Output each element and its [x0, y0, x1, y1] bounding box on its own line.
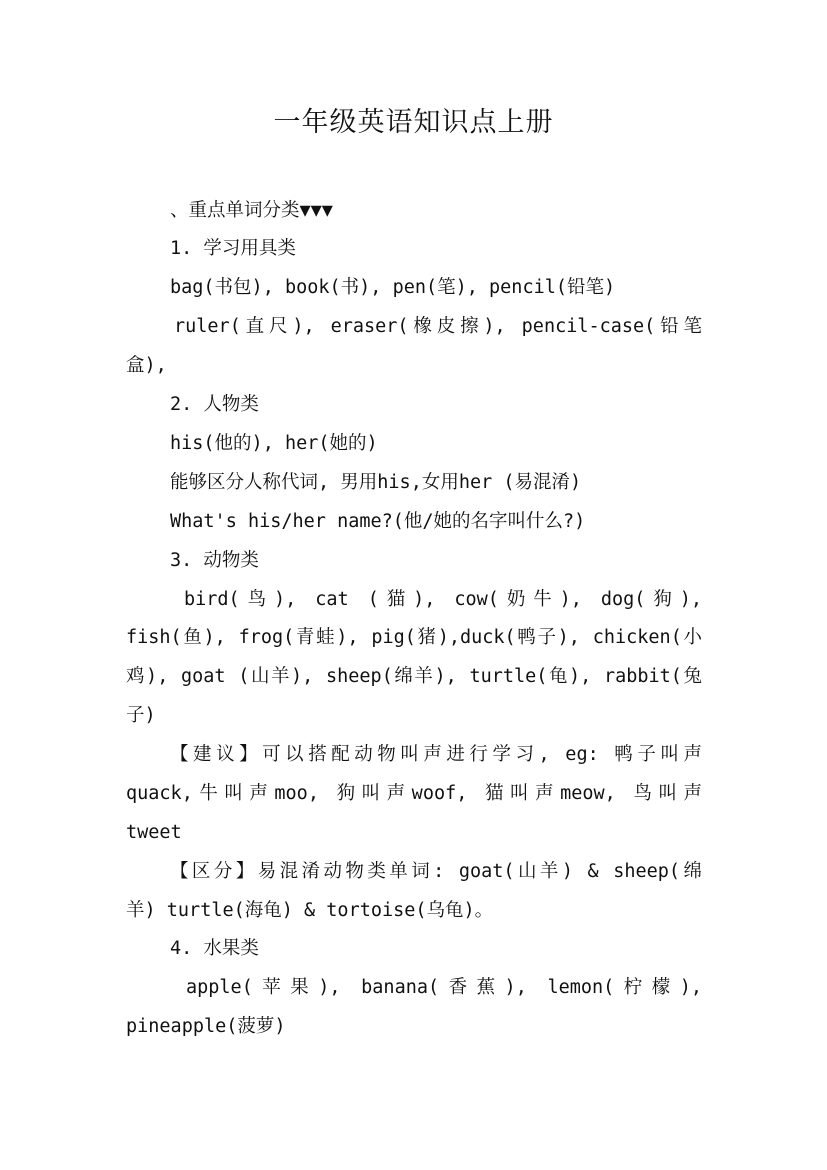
page-title: 一年级英语知识点上册 [273, 107, 554, 138]
stationery-line-1: bag(书包), book(书), pen(笔), pencil(铅笔) [170, 277, 616, 298]
category-heading-fruits: 4. 水果类 [170, 938, 259, 959]
distinguish-line-1: 【区分】易混淆动物类单词: goat(山羊) & sheep(绵 [170, 861, 702, 882]
fruits-line-1: apple(苹果), banana(香蕉), lemon(柠檬), [186, 977, 702, 998]
animals-line-1: bird(鸟), cat (猫), cow(奶牛), dog(狗), [184, 589, 702, 610]
people-line-3: What's his/her name?(他/她的名字叫什么?) [170, 511, 586, 532]
category-heading-people: 2. 人物类 [170, 394, 259, 415]
suggestion-line-3: tweet [126, 822, 182, 843]
suggestion-line-2: quack,牛叫声moo, 狗叫声woof, 猫叫声meow, 鸟叫声 [126, 783, 702, 804]
people-line-2: 能够区分人称代词, 男用his,女用her (易混淆) [170, 472, 582, 493]
distinguish-line-2: 羊) turtle(海龟) & tortoise(乌龟)。 [126, 900, 494, 921]
animals-line-4: 子) [126, 705, 156, 726]
stationery-line-3: 盒), [126, 355, 167, 376]
animals-line-3: 鸡), goat (山羊), sheep(绵羊), turtle(龟), rabbit(兔 [126, 666, 702, 687]
animals-line-2: fish(鱼), frog(青蛙), pig(猪),duck(鸭子), chicken(小 [126, 627, 702, 648]
stationery-line-2: ruler(直尺), eraser(橡皮擦), pencil-case(铅笔 [174, 316, 702, 337]
category-heading-animals: 3. 动物类 [170, 550, 259, 571]
category-heading-stationery: 1. 学习用具类 [170, 238, 296, 259]
people-line-1: his(他的), her(她的) [170, 433, 378, 454]
suggestion-line-1: 【建议】可以搭配动物叫声进行学习, eg: 鸭子叫声 [170, 744, 702, 765]
section-heading: 、重点单词分类▼▼▼ [170, 200, 333, 221]
fruits-line-2: pineapple(菠萝) [126, 1016, 286, 1037]
